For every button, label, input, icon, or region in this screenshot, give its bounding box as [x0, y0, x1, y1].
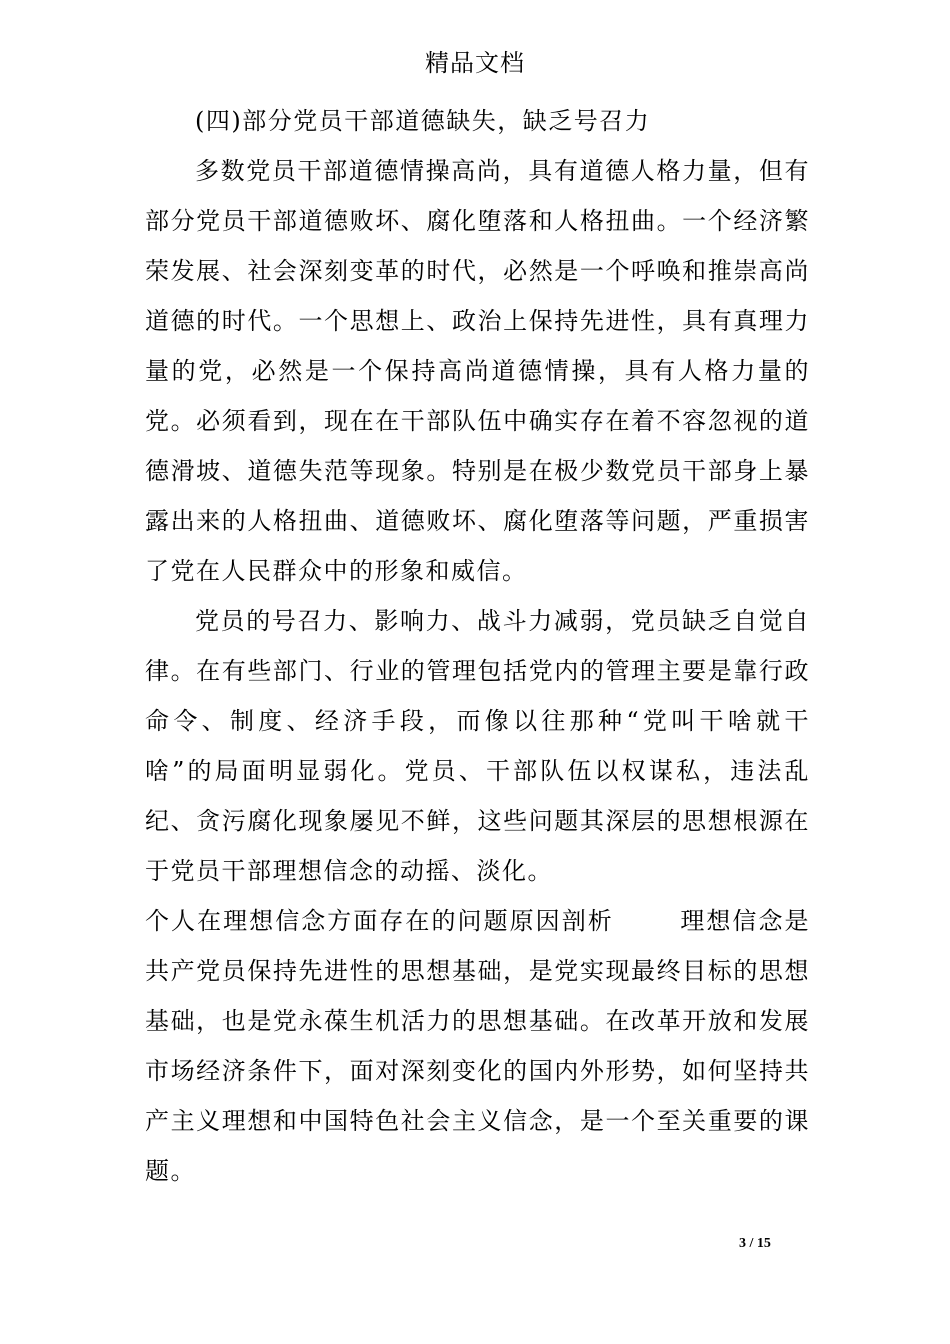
- section-text: 理想信念是共产党员保持先进性的思想基础，是党实现最终目标的思想基础，也是党永葆生机活力的思想基础。在改革开放和发展市场经济条件下，面对深刻变化的国内外形势，如何坚持共产主义理想和中国特色社会主义信念，是一个至关重要的课题。: [145, 907, 810, 1185]
- section-heading: (四)部分党员干部道德缺失，缺乏号召力: [195, 107, 651, 135]
- paragraph-2: 党员的号召力、影响力、战斗力减弱，党员缺乏自觉自律。在有些部门、行业的管理包括党内的管理主要是靠行政命令、制度、经济手段，而像以往那种“党叫干啥就干啥”的局面明显弱化。党员、干部队伍以权谋私，违法乱纪、贪污腐化现象屡见不鲜，这些问题其深层的思想根源在于党员干部理想信念的动摇、淡化。: [145, 607, 810, 885]
- paragraph-3: [145, 896, 810, 1196]
- page-header-title: 精品文档: [425, 49, 525, 77]
- section-title: 个人在理想信念方面存在的问题原因剖析: [145, 907, 614, 935]
- page-number: 3 / 15: [739, 1236, 771, 1251]
- document-body: [145, 96, 810, 1196]
- paragraph-1: 多数党员干部道德情操高尚，具有道德人格力量，但有部分党员干部道德败坏、腐化堕落和人格扭曲。一个经济繁荣发展、社会深刻变革的时代，必然是一个呼唤和推崇高尚道德的时代。一个思想上、政治上保持先进性，具有真理力量的党，必然是一个保持高尚道德情操，具有人格力量的党。必须看到，现在在干部队伍中确实存在着不容忽视的道德滑坡、道德失范等现象。特别是在极少数党员干部身上暴露出来的人格扭曲、道德败坏、腐化堕落等问题，严重损害了党在人民群众中的形象和威信。: [145, 157, 810, 585]
